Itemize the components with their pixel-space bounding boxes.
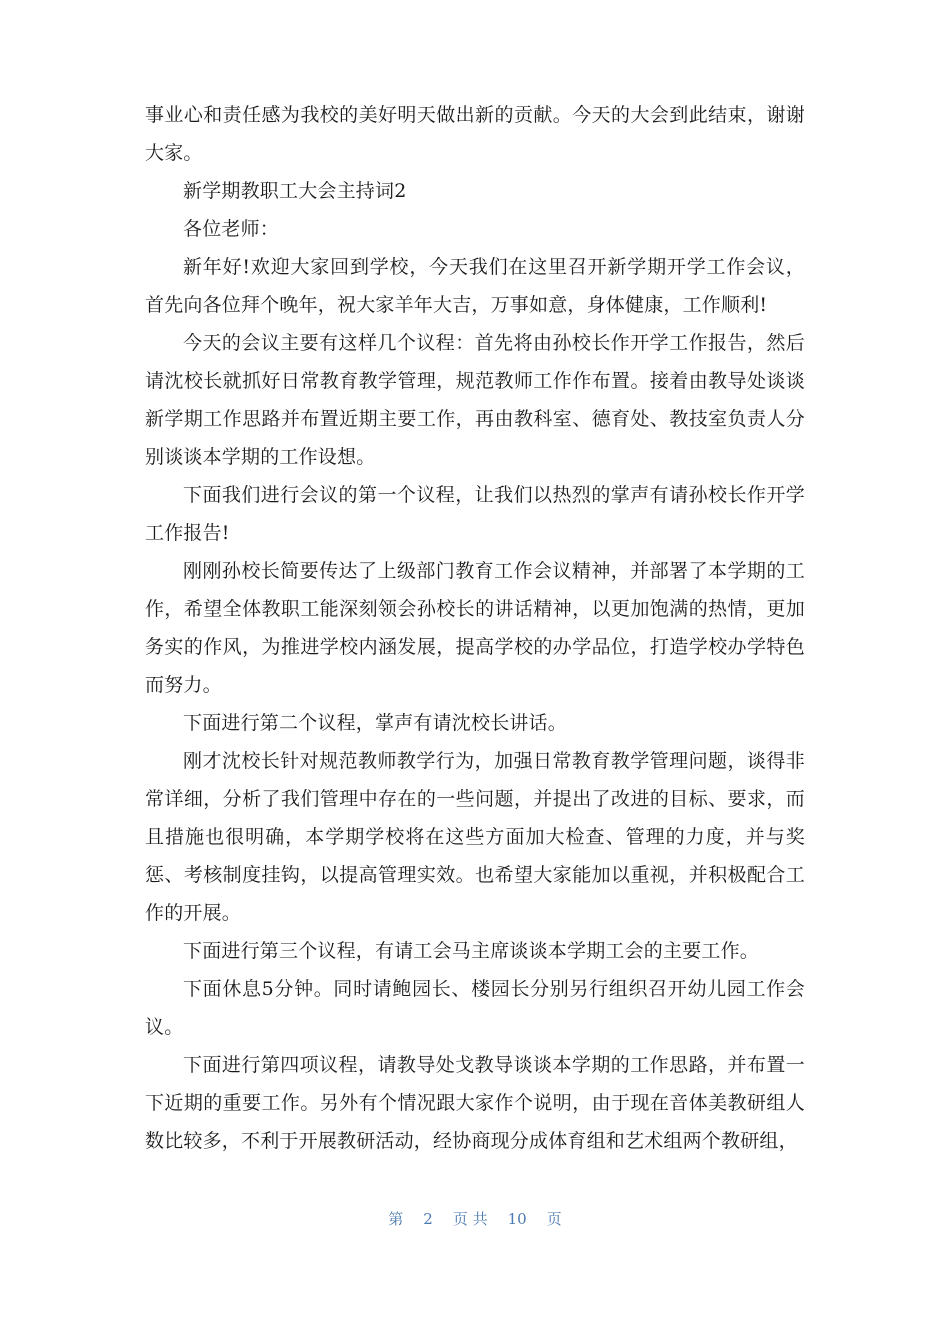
paragraph-4: 新年好!欢迎大家回到学校，今天我们在这里召开新学期开学工作会议，首先向各位拜个晚年，祝大家羊年大吉，万事如意，身体健康，工作顺利! bbox=[145, 256, 805, 316]
paragraph-7: 刚刚孙校长简要传达了上级部门教育工作会议精神，并部署了本学期的工作，希望全体教职工能深刻领会孙校长的讲话精神，以更加饱满的热情，更加务实的作风，为推进学校内涵发展，提高学校的办学品位，打造学校办学特色而努力。 bbox=[145, 560, 805, 696]
paragraph-3: 各位老师： bbox=[183, 218, 280, 240]
paragraph-6: 下面我们进行会议的第一个议程，让我们以热烈的掌声有请孙校长作开学工作报告! bbox=[145, 484, 805, 544]
page-footer bbox=[0, 1208, 950, 1229]
paragraph-10: 下面进行第三个议程，有请工会马主席谈谈本学期工会的主要工作。 bbox=[183, 940, 760, 962]
footer-prefix: 第 bbox=[388, 1210, 404, 1228]
paragraph-12: 下面进行第四项议程，请教导处戈教导谈谈本学期的工作思路，并布置一下近期的重要工作。另外有个情况跟大家作个说明，由于现在音体美教研组人数比较多，不利于开展教研活动，经协商现分成体育组和艺术组两个教研组， bbox=[145, 1054, 805, 1152]
paragraph-8: 下面进行第二个议程，掌声有请沈校长讲话。 bbox=[183, 712, 568, 734]
paragraph-9: 刚才沈校长针对规范教师教学行为，加强日常教育教学管理问题，谈得非常详细，分析了我们管理中存在的一些问题，并提出了改进的目标、要求，而且措施也很明确，本学期学校将在这些方面加大检查、管理的力度，并与奖惩、考核制度挂钩，以提高管理实效。也希望大家能加以重视，并积极配合工作的开展。 bbox=[145, 750, 805, 924]
document-body bbox=[145, 96, 805, 1160]
footer-middle: 页 共 bbox=[452, 1210, 488, 1228]
footer-suffix: 页 bbox=[546, 1210, 562, 1228]
paragraph-5: 今天的会议主要有这样几个议程：首先将由孙校长作开学工作报告，然后请沈校长就抓好日常教育教学管理，规范教师工作作布置。接着由教导处谈谈新学期工作思路并布置近期主要工作，再由教科室、德育处、教技室负责人分别谈谈本学期的工作设想。 bbox=[145, 332, 805, 468]
paragraph-1: 事业心和责任感为我校的美好明天做出新的贡献。今天的大会到此结束，谢谢大家。 bbox=[145, 104, 805, 164]
paragraph-11: 下面休息5分钟。同时请鲍园长、楼园长分别另行组织召开幼儿园工作会议。 bbox=[145, 978, 805, 1038]
paragraph-2: 新学期教职工大会主持词2 bbox=[183, 180, 407, 202]
footer-total-pages: 10 bbox=[507, 1210, 527, 1228]
footer-current-page: 2 bbox=[423, 1210, 433, 1228]
